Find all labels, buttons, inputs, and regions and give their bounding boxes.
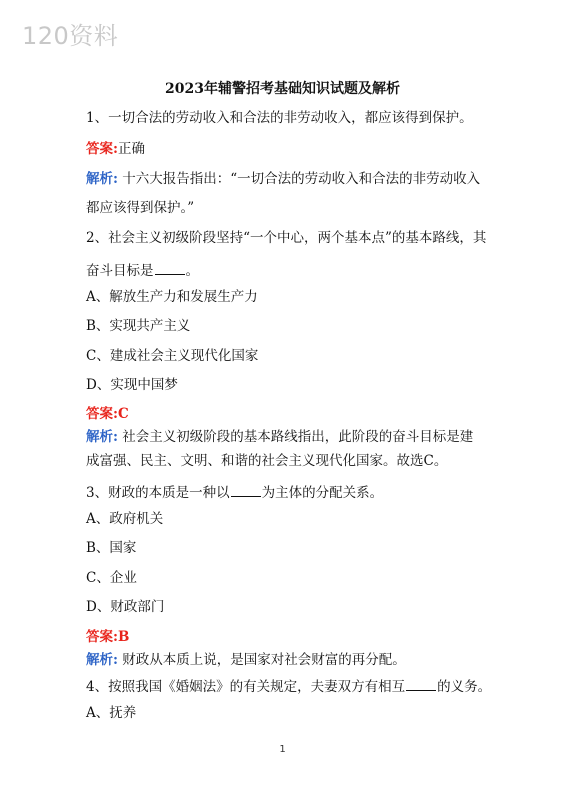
question-4-text	[86, 678, 491, 695]
analysis-label: 解析:	[86, 171, 118, 187]
option-d: D、实现中国梦	[86, 377, 178, 393]
analysis-text: 财政从本质上说，是国家对社会财富的再分配。	[122, 652, 406, 668]
fill-blank	[155, 262, 185, 275]
answer-label: 答案:	[86, 141, 118, 157]
answer-value: C	[117, 406, 129, 422]
option-a: A、政府机关	[86, 511, 164, 527]
question-1-analysis-cont: 都应该得到保护。”	[86, 200, 195, 216]
question-2-analysis	[86, 431, 473, 445]
answer-label: 答案:	[86, 629, 118, 645]
question-1-analysis	[86, 173, 480, 187]
question-1-text: 1、一切合法的劳动收入和合法的非劳动收入，都应该得到保护。	[86, 110, 473, 126]
question-3-analysis	[86, 654, 406, 668]
analysis-text: 社会主义初级阶段的基本路线指出，此阶段的奋斗目标是建	[122, 429, 474, 445]
question-text-part: 奋斗目标是	[86, 263, 154, 279]
option-c: C、企业	[86, 570, 137, 586]
question-text-part: 。	[185, 263, 199, 279]
answer-label: 答案:	[86, 406, 118, 422]
question-text-part: 3、财政的本质是一种以	[86, 485, 230, 501]
watermark: 120资料	[22, 22, 119, 50]
question-1-answer	[86, 143, 145, 157]
question-2-text: 2、社会主义初级阶段坚持“一个中心，两个基本点”的基本路线，其	[86, 230, 487, 246]
analysis-label: 解析:	[86, 652, 118, 668]
question-2-analysis-cont: 成富强、民主、文明、和谐的社会主义现代化国家。故选C。	[86, 453, 448, 469]
answer-value: 正确	[117, 141, 145, 157]
fill-blank	[231, 484, 261, 497]
page-number: 1	[279, 744, 286, 755]
question-3-text	[86, 484, 383, 501]
option-d: D、财政部门	[86, 599, 165, 615]
question-text-part: 4、按照我国《婚姻法》的有关规定，夫妻双方有相互	[86, 679, 406, 695]
question-2-text-cont	[86, 262, 199, 279]
analysis-label: 解析:	[86, 429, 118, 445]
option-b: B、国家	[86, 540, 137, 556]
fill-blank	[406, 678, 436, 691]
option-b: B、实现共产主义	[86, 318, 191, 334]
question-3-answer	[86, 631, 129, 645]
option-a: A、解放生产力和发展生产力	[86, 289, 258, 305]
question-2-answer	[86, 408, 129, 422]
option-a: A、抚养	[86, 705, 137, 721]
answer-value: B	[117, 629, 130, 645]
question-text-part: 为主体的分配关系。	[261, 485, 384, 501]
analysis-text: 十六大报告指出：“一切合法的劳动收入和合法的非劳动收入	[122, 171, 481, 187]
question-text-part: 的义务。	[437, 679, 492, 695]
page-title: 2023年辅警招考基础知识试题及解析	[165, 81, 400, 97]
option-c: C、建成社会主义现代化国家	[86, 348, 259, 364]
